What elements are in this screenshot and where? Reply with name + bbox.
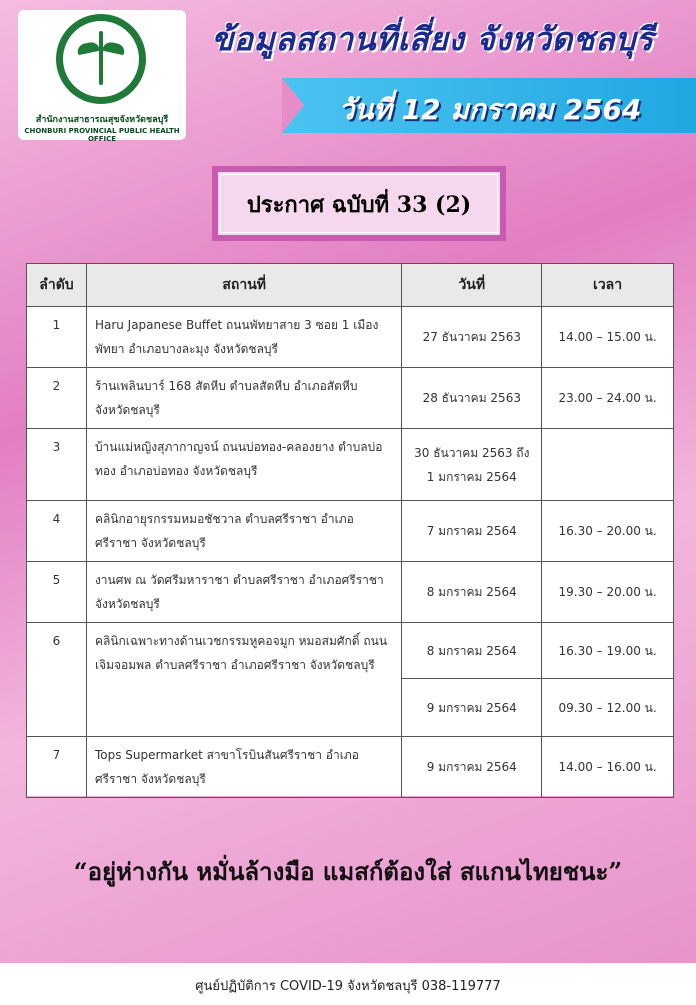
column-header-place: สถานที่: [86, 264, 401, 307]
row-place: ร้านเพลินบาร์ 168 สัตหีบ ตำบลสัตหีบ อำเภอสัตหีบ จังหวัดชลบุรี: [86, 368, 401, 429]
row-date: 8 มกราคม 2564: [402, 623, 542, 679]
table-row: [27, 501, 674, 562]
row-date: 28 ธันวาคม 2563: [402, 368, 542, 429]
row-time: [542, 429, 674, 501]
page-title: ข้อมูลสถานที่เสี่ยง จังหวัดชลบุรี: [211, 20, 654, 58]
notice-label: ประกาศ ฉบับที่ 33 (2): [246, 192, 472, 218]
row-number: 4: [27, 501, 87, 562]
table-row: [27, 562, 674, 623]
row-place: Haru Japanese Buffet ถนนพัทยาสาย 3 ซอย 1 เมืองพัทยา อำเภอบางละมุง จังหวัดชลบุรี: [86, 307, 401, 368]
date-banner-text: วันที่ 12 มกราคม 2564: [338, 93, 642, 126]
row-date: 27 ธันวาคม 2563: [402, 307, 542, 368]
org-name-en: CHONBURI PROVINCIAL PUBLIC HEALTH OFFICE: [24, 127, 180, 143]
footer: [0, 963, 696, 1005]
notice-box: [212, 166, 506, 241]
row-date: 7 มกราคม 2564: [402, 501, 542, 562]
row-number: 6: [27, 623, 87, 737]
row-place: Tops Supermarket สาขาโรบินสันศรีราชา อำเภอศรีราชา จังหวัดชลบุรี: [86, 737, 401, 798]
row-date: 9 มกราคม 2564: [402, 679, 542, 737]
risk-locations-table: [26, 263, 674, 796]
column-header-time: เวลา: [542, 264, 674, 307]
row-time: 09.30 – 12.00 น.: [542, 679, 674, 737]
ministry-logo: [18, 10, 186, 143]
column-header-no: ลำดับ: [27, 264, 87, 307]
table-row: [27, 368, 674, 429]
table-row: [27, 307, 674, 368]
row-time: 23.00 – 24.00 น.: [542, 368, 674, 429]
row-time: 19.30 – 20.00 น.: [542, 562, 674, 623]
table-header-row: [27, 264, 674, 307]
org-name-th: สำนักงานสาธารณสุขจังหวัดชลบุรี: [35, 115, 169, 125]
table-row: [27, 429, 674, 501]
row-place: คลินิกเฉพาะทางด้านเวชกรรมหูคอจมูก หมอสมศักดิ์ ถนนเจิมจอมพล ตำบลศรีราชา อำเภอศรีราชา จังหวัดชลบุรี: [86, 623, 401, 737]
slogan: “อยู่ห่างกัน หมั่นล้างมือ แมสก์ต้องใส่ สแกนไทยชนะ”: [73, 857, 623, 886]
row-place: งานศพ ณ วัดศรีมหาราชา ตำบลศรีราชา อำเภอศรีราชา จังหวัดชลบุรี: [86, 562, 401, 623]
column-header-date: วันที่: [402, 264, 542, 307]
ministry-seal-icon: [56, 14, 146, 104]
row-time: 14.00 – 15.00 น.: [542, 307, 674, 368]
row-date: 9 มกราคม 2564: [402, 737, 542, 798]
row-number: 1: [27, 307, 87, 368]
table-row: [27, 737, 674, 798]
row-number: 5: [27, 562, 87, 623]
row-number: 7: [27, 737, 87, 798]
footer-contact: ศูนย์ปฏิบัติการ COVID-19 จังหวัดชลบุรี 038-119777: [195, 979, 501, 994]
row-time: 14.00 – 16.00 น.: [542, 737, 674, 798]
row-place: บ้านแม่หญิงสุภากาญจน์ ถนนบ่อทอง-คลองยาง ตำบลบ่อทอง อำเภอบ่อทอง จังหวัดชลบุรี: [86, 429, 401, 501]
row-time: 16.30 – 19.00 น.: [542, 623, 674, 679]
row-date: 30 ธันวาคม 2563 ถึง 1 มกราคม 2564: [402, 429, 542, 501]
row-number: 2: [27, 368, 87, 429]
table-row: [27, 623, 674, 679]
row-place: คลินิกอายุรกรรมหมอชัชวาล ตำบลศรีราชา อำเภอศรีราชา จังหวัดชลบุรี: [86, 501, 401, 562]
row-time: 16.30 – 20.00 น.: [542, 501, 674, 562]
row-date: 8 มกราคม 2564: [402, 562, 542, 623]
row-number: 3: [27, 429, 87, 501]
